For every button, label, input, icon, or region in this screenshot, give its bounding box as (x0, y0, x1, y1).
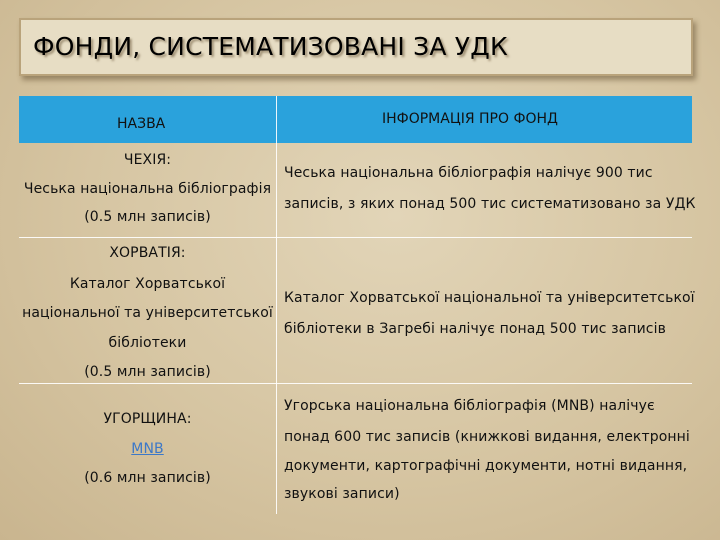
row-hungary-country: УГОРЩИНА: (103, 411, 192, 427)
row-croatia-info-line-1: Каталог Хорватської національної та університетської (284, 290, 695, 306)
row-czech-info-line-1: Чеська національна бібліографія налічує 900 тис (284, 165, 653, 181)
row-divider-2 (19, 383, 692, 384)
row-hungary-records: (0.6 млн записів) (84, 470, 211, 486)
row-croatia-country: ХОРВАТІЯ: (109, 245, 186, 261)
ufk-table (19, 96, 696, 514)
row-croatia-name-line-2: національної та університетської (22, 305, 273, 321)
row-czech-records: (0.5 млн записів) (84, 209, 211, 225)
row-hungary-info-line-3: документи, картографічні документи, нотні видання, (284, 458, 688, 474)
row-hungary-info-line-1: Угорська національна бібліографія (MNB) налічує (284, 398, 655, 414)
row-croatia-name-line-1: Каталог Хорватської (69, 276, 226, 292)
header-info: ІНФОРМАЦІЯ ПРО ФОНД (382, 111, 558, 127)
row-croatia-records: (0.5 млн записів) (84, 364, 211, 380)
row-czech-info-line-2: записів, з яких понад 500 тис систематизовано за УДК (284, 196, 696, 212)
header-name: НАЗВА (117, 116, 166, 132)
row-hungary-info-line-4: звукові записи) (284, 486, 400, 502)
title-box (19, 18, 693, 76)
row-croatia-info-line-2: бібліотеки в Загребі налічує понад 500 тис записів (284, 321, 666, 337)
row-hungary-info-line-2: понад 600 тис записів (книжкові видання, електронні (284, 429, 690, 445)
page-title: ФОНДИ, СИСТЕМАТИЗОВАНІ ЗА УДК (33, 32, 508, 61)
row-czech-country: ЧЕХІЯ: (123, 152, 172, 168)
row-hungary-mnb-link[interactable]: MNB (131, 441, 164, 457)
column-divider (276, 96, 277, 514)
row-croatia-name-line-3: бібліотеки (108, 335, 187, 351)
table-header-row (19, 96, 692, 143)
row-czech-name-line-1: Чеська національна бібліографія (23, 181, 272, 197)
row-divider-1 (19, 237, 692, 238)
